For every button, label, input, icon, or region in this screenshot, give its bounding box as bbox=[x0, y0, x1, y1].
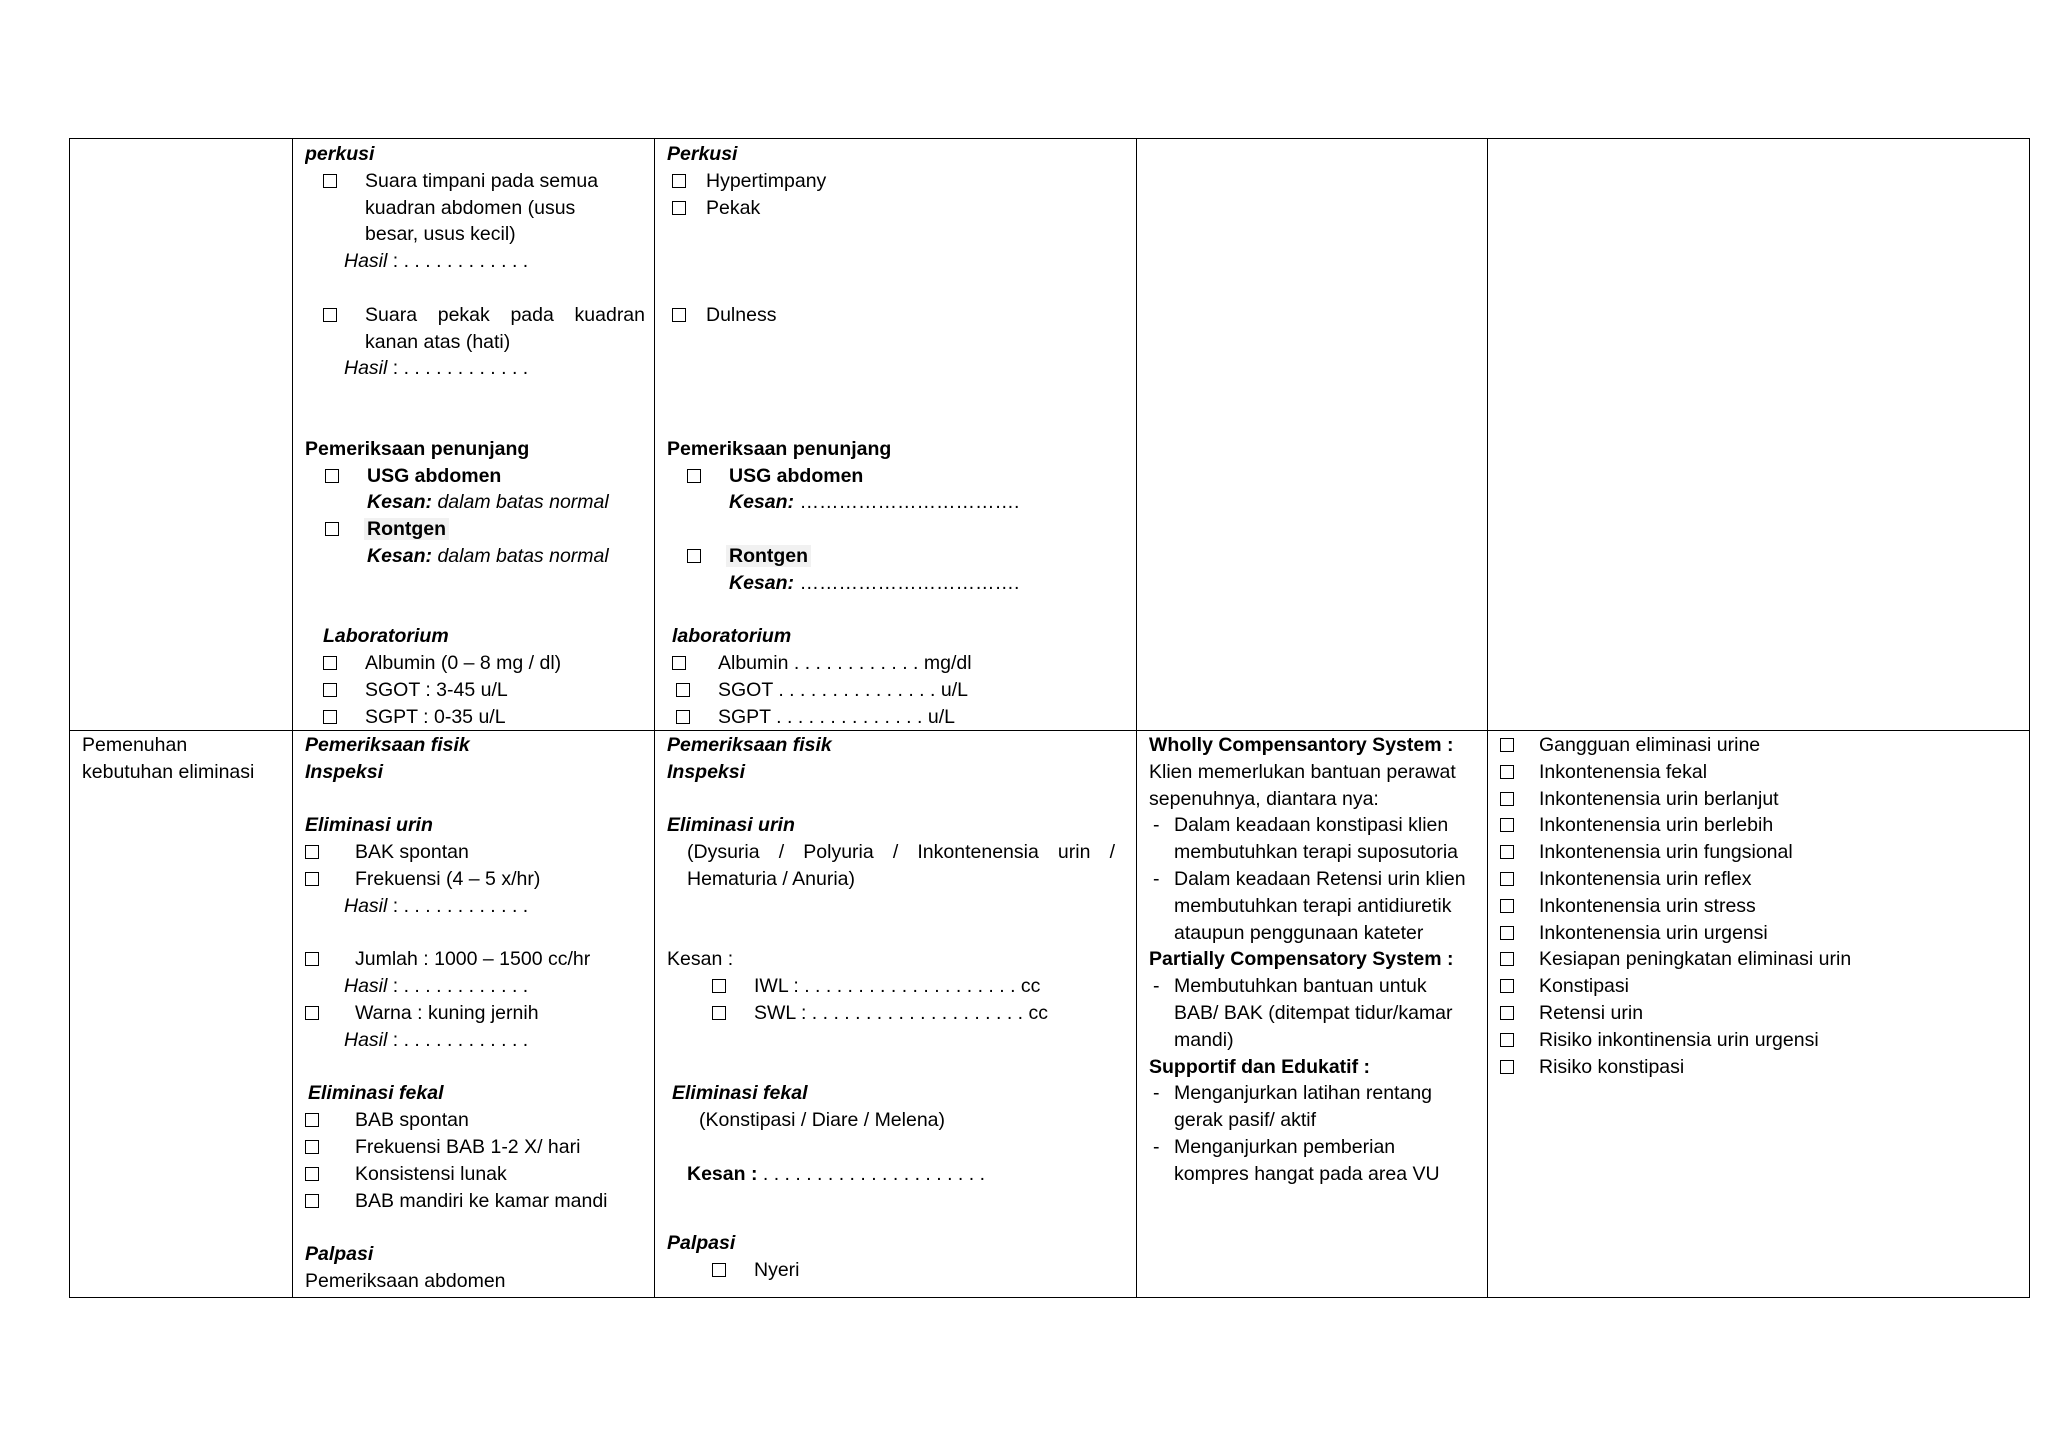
fekal-kesan bbox=[667, 1161, 1132, 1188]
usg-item bbox=[305, 463, 650, 490]
item-line: besar, usus kecil) bbox=[365, 223, 516, 246]
checkbox[interactable] bbox=[305, 952, 319, 966]
diagnosis-item bbox=[1500, 732, 2025, 759]
checkbox[interactable] bbox=[1500, 818, 1514, 832]
bullet-line: gerak pasif/ aktif bbox=[1174, 1109, 1316, 1132]
support-bullet bbox=[1149, 1134, 1483, 1188]
checkbox[interactable] bbox=[1500, 872, 1514, 886]
rontgen-label: Rontgen bbox=[726, 545, 811, 567]
rontgen-label: Rontgen bbox=[364, 518, 449, 540]
checkbox[interactable] bbox=[305, 1194, 319, 1208]
diagnosis-label: Risiko inkontinensia urin urgensi bbox=[1539, 1028, 1819, 1051]
urin-heading: Eliminasi urin bbox=[667, 814, 795, 837]
hasil-dots: : . . . . . . . . . . . . bbox=[387, 975, 529, 998]
wholly-bullet bbox=[1149, 812, 1483, 866]
kesan-label: Kesan: bbox=[729, 571, 795, 594]
rontgen-item bbox=[667, 543, 1132, 570]
lab-item-label: Albumin (0 – 8 mg / dl) bbox=[365, 652, 562, 675]
lab-item bbox=[305, 650, 650, 677]
fekal-options: (Konstipasi / Diare / Melena) bbox=[699, 1109, 946, 1132]
diagnosis-label: Inkontenensia urin urgensi bbox=[1539, 921, 1768, 944]
diagnosis-item bbox=[1500, 1054, 2025, 1081]
iwl-label: IWL : . . . . . . . . . . . . . . . . . . . . cc bbox=[754, 975, 1041, 998]
bullet-line: Dalam keadaan konstipasi klien bbox=[1174, 814, 1449, 837]
fekal-heading: Eliminasi fekal bbox=[308, 1082, 444, 1105]
diagnosis-label: Risiko konstipasi bbox=[1539, 1055, 1685, 1078]
checkbox[interactable] bbox=[672, 656, 686, 670]
urin-item bbox=[305, 946, 650, 973]
rontgen-kesan bbox=[667, 570, 1132, 597]
inspeksi-heading: Inspeksi bbox=[667, 760, 746, 783]
kesan-label: Kesan : bbox=[687, 1162, 758, 1185]
kesan-label: Kesan: bbox=[729, 491, 795, 514]
usg-label: USG abdomen bbox=[367, 464, 502, 487]
bullet-line: membutuhkan terapi antidiuretik bbox=[1174, 894, 1452, 917]
fekal-heading: Eliminasi fekal bbox=[672, 1082, 808, 1105]
wholly-text: Klien memerlukan bantuan perawat bbox=[1149, 760, 1456, 783]
diagnosis-item bbox=[1500, 1000, 2025, 1027]
checkbox[interactable] bbox=[305, 845, 319, 859]
diagnosis-item bbox=[1500, 786, 2025, 813]
hasil-line bbox=[305, 248, 650, 275]
diagnosis-item bbox=[1500, 866, 2025, 893]
hasil-line bbox=[305, 355, 650, 382]
item-line: kuadran abdomen (usus bbox=[365, 196, 576, 219]
lab-item-label: SGPT . . . . . . . . . . . . . . u/L bbox=[718, 705, 955, 728]
usg-item bbox=[667, 463, 1132, 490]
urin-item-label: Frekuensi (4 – 5 x/hr) bbox=[355, 867, 541, 890]
partial-bullet bbox=[1149, 973, 1483, 1053]
row2-col2-cell bbox=[305, 732, 650, 1297]
diagnosis-label: Inkontenensia urin reflex bbox=[1539, 867, 1752, 890]
urin-options-line: Hematuria / Anuria) bbox=[687, 867, 855, 890]
diagnosis-item bbox=[1500, 1027, 2025, 1054]
kesan-dots: ……………………………. bbox=[794, 571, 1020, 594]
row2-col4-cell bbox=[1149, 732, 1483, 1297]
support-heading: Supportif dan Edukatif : bbox=[1149, 1055, 1370, 1078]
diagnosis-label: Retensi urin bbox=[1539, 1001, 1644, 1024]
hasil-line bbox=[305, 973, 650, 1000]
kesan-label: Kesan : bbox=[667, 948, 734, 971]
checkbox[interactable] bbox=[672, 174, 686, 188]
hasil-dots: : . . . . . . . . . . . . bbox=[387, 250, 529, 273]
checkbox[interactable] bbox=[1500, 738, 1514, 752]
checkbox[interactable] bbox=[323, 656, 337, 670]
checkbox[interactable] bbox=[687, 469, 701, 483]
dash-marker: - bbox=[1153, 814, 1160, 837]
checkbox[interactable] bbox=[1500, 792, 1514, 806]
hasil-line bbox=[305, 1027, 650, 1054]
bullet-line: ataupun penggunaan kateter bbox=[1174, 921, 1424, 944]
inspeksi-heading: Inspeksi bbox=[305, 760, 384, 783]
bullet-line: Membutuhkan bantuan untuk bbox=[1174, 975, 1427, 998]
wholly-bullet bbox=[1149, 866, 1483, 946]
fekal-item bbox=[305, 1161, 650, 1188]
nyeri-label: Nyeri bbox=[754, 1259, 800, 1282]
diagnosis-item bbox=[1500, 759, 2025, 786]
swl-item bbox=[667, 1000, 1132, 1027]
diagnosis-item bbox=[1500, 973, 2025, 1000]
column-divider bbox=[292, 139, 293, 1297]
urin-heading: Eliminasi urin bbox=[305, 814, 433, 837]
hasil-label: Hasil bbox=[344, 975, 388, 998]
pf-heading: Pemeriksaan fisik bbox=[305, 734, 470, 756]
hasil-label: Hasil bbox=[344, 1028, 388, 1051]
category-label-line: Pemenuhan bbox=[82, 734, 188, 756]
fekal-item-label: BAB mandiri ke kamar mandi bbox=[355, 1189, 608, 1212]
urin-item bbox=[305, 1000, 650, 1027]
palpasi-text: Pemeriksaan abdomen bbox=[305, 1269, 506, 1292]
kesan-dots: ……………………………. bbox=[794, 491, 1020, 514]
rontgen-item bbox=[305, 516, 650, 543]
lab-item bbox=[305, 677, 650, 704]
checkbox[interactable] bbox=[1500, 845, 1514, 859]
checkbox[interactable] bbox=[1500, 1033, 1514, 1047]
diagnosis-item bbox=[1500, 920, 2025, 947]
row1-col3-cell bbox=[667, 141, 1132, 729]
column-divider bbox=[1136, 139, 1137, 1297]
urin-options-line: (Dysuria / Polyuria / Inkontenensia urin / bbox=[687, 841, 1115, 864]
fekal-item-label: BAB spontan bbox=[355, 1109, 469, 1132]
checkbox[interactable] bbox=[1500, 952, 1514, 966]
checkbox[interactable] bbox=[305, 1167, 319, 1181]
lab-item-label: SGOT : 3-45 u/L bbox=[365, 678, 508, 701]
bullet-line: Menganjurkan latihan rentang bbox=[1174, 1082, 1433, 1105]
perkusi-item-pekak bbox=[305, 302, 650, 356]
kesan-value: dalam batas normal bbox=[432, 491, 609, 514]
hasil-label: Hasil bbox=[344, 250, 388, 273]
perkusi-heading: Perkusi bbox=[667, 143, 738, 165]
diagnosis-item bbox=[1500, 839, 2025, 866]
checkbox[interactable] bbox=[323, 683, 337, 697]
diagnosis-item bbox=[1500, 812, 2025, 839]
nyeri-item bbox=[667, 1257, 1132, 1284]
perkusi-item-label: Dulness bbox=[706, 303, 777, 326]
diagnosis-item bbox=[1500, 946, 2025, 973]
hasil-label: Hasil bbox=[344, 894, 388, 917]
kesan-label: Kesan: bbox=[367, 544, 433, 567]
checkbox[interactable] bbox=[323, 308, 337, 322]
checkbox[interactable] bbox=[712, 979, 726, 993]
checkbox[interactable] bbox=[305, 1006, 319, 1020]
checkbox[interactable] bbox=[1500, 979, 1514, 993]
column-divider bbox=[654, 139, 655, 1297]
urin-item bbox=[305, 866, 650, 893]
pf-heading: Pemeriksaan fisik bbox=[667, 734, 832, 756]
urin-item bbox=[305, 839, 650, 866]
perkusi-item-label: Pekak bbox=[706, 196, 761, 219]
fekal-item bbox=[305, 1188, 650, 1215]
row2-col5-cell bbox=[1500, 732, 2025, 1297]
usg-label: USG abdomen bbox=[729, 464, 864, 487]
checkbox[interactable] bbox=[1500, 765, 1514, 779]
hasil-dots: : . . . . . . . . . . . . bbox=[387, 357, 529, 380]
fekal-item-label: Frekuensi BAB 1-2 X/ hari bbox=[355, 1135, 581, 1158]
bullet-line: BAB/ BAK (ditempat tidur/kamar bbox=[1174, 1001, 1453, 1024]
swl-label: SWL : . . . . . . . . . . . . . . . . . . . . cc bbox=[754, 1001, 1048, 1024]
kesan-label: Kesan: bbox=[367, 491, 433, 514]
fekal-item bbox=[305, 1134, 650, 1161]
row2-col1-cell bbox=[82, 732, 288, 786]
diagnosis-label: Kesiapan peningkatan eliminasi urin bbox=[1539, 948, 1852, 971]
diagnosis-label: Gangguan eliminasi urine bbox=[1539, 734, 1761, 756]
item-line: Suara timpani pada semua bbox=[365, 169, 599, 192]
checkbox[interactable] bbox=[305, 1140, 319, 1154]
diagnosis-label: Inkontenensia urin stress bbox=[1539, 894, 1756, 917]
item-line: Suara pekak pada kuadran bbox=[365, 303, 645, 326]
urin-item-label: Jumlah : 1000 – 1500 cc/hr bbox=[355, 948, 591, 971]
perkusi-heading: perkusi bbox=[305, 143, 375, 165]
checkbox[interactable] bbox=[712, 1006, 726, 1020]
perkusi-item-timpani bbox=[305, 168, 650, 248]
checkbox[interactable] bbox=[325, 469, 339, 483]
fekal-item-label: Konsistensi lunak bbox=[355, 1162, 507, 1185]
support-bullet bbox=[1149, 1080, 1483, 1134]
lab-item bbox=[667, 704, 1132, 729]
row1-col2-cell bbox=[305, 141, 650, 729]
wholly-text: sepenuhnya, diantara nya: bbox=[1149, 787, 1379, 810]
penunjang-heading: Pemeriksaan penunjang bbox=[305, 437, 530, 460]
urin-item-label: BAK spontan bbox=[355, 841, 469, 864]
lab-item bbox=[667, 650, 1132, 677]
hasil-dots: : . . . . . . . . . . . . bbox=[387, 1028, 529, 1051]
perkusi-item bbox=[667, 302, 1132, 329]
item-line: kanan atas (hati) bbox=[365, 330, 511, 353]
checkbox[interactable] bbox=[325, 522, 339, 536]
hasil-label: Hasil bbox=[344, 357, 388, 380]
dash-marker: - bbox=[1153, 1135, 1160, 1158]
diagnosis-label: Inkontenensia fekal bbox=[1539, 760, 1708, 783]
lab-item-label: SGOT . . . . . . . . . . . . . . . u/L bbox=[718, 678, 968, 701]
usg-kesan bbox=[305, 489, 650, 516]
bullet-line: mandi) bbox=[1174, 1028, 1234, 1051]
hasil-dots: : . . . . . . . . . . . . bbox=[387, 894, 529, 917]
hasil-line bbox=[305, 893, 650, 920]
checkbox[interactable] bbox=[672, 201, 686, 215]
perkusi-item bbox=[667, 168, 1132, 195]
penunjang-heading: Pemeriksaan penunjang bbox=[667, 437, 892, 460]
checkbox[interactable] bbox=[1500, 1006, 1514, 1020]
palpasi-heading: Palpasi bbox=[667, 1232, 736, 1255]
assessment-table bbox=[69, 138, 2030, 1298]
lab-item-label: SGPT : 0-35 u/L bbox=[365, 705, 506, 728]
lab-item bbox=[667, 677, 1132, 704]
kesan-dots: . . . . . . . . . . . . . . . . . . . . . bbox=[757, 1162, 985, 1185]
category-label-line: kebutuhan eliminasi bbox=[82, 760, 255, 783]
diagnosis-item bbox=[1500, 893, 2025, 920]
urin-item-label: Warna : kuning jernih bbox=[355, 1001, 539, 1024]
diagnosis-label: Inkontenensia urin berlanjut bbox=[1539, 787, 1779, 810]
diagnosis-label: Inkontenensia urin berlebih bbox=[1539, 814, 1774, 837]
checkbox[interactable] bbox=[305, 872, 319, 886]
column-divider bbox=[1487, 139, 1488, 1297]
dash-marker: - bbox=[1153, 867, 1160, 890]
checkbox[interactable] bbox=[323, 174, 337, 188]
checkbox[interactable] bbox=[676, 710, 690, 724]
bullet-line: membutuhkan terapi suposutoria bbox=[1174, 841, 1458, 864]
checkbox[interactable] bbox=[305, 1113, 319, 1127]
palpasi-heading: Palpasi bbox=[305, 1243, 374, 1266]
usg-kesan bbox=[667, 489, 1132, 516]
partial-heading: Partially Compensatory System : bbox=[1149, 948, 1454, 971]
checkbox[interactable] bbox=[676, 683, 690, 697]
perkusi-item bbox=[667, 195, 1132, 222]
bullet-line: kompres hangat pada area VU bbox=[1174, 1162, 1440, 1185]
lab-heading: Laboratorium bbox=[323, 625, 449, 648]
iwl-item bbox=[667, 973, 1132, 1000]
kesan-value: dalam batas normal bbox=[432, 544, 609, 567]
dash-marker: - bbox=[1153, 1082, 1160, 1105]
dash-marker: - bbox=[1153, 975, 1160, 998]
checkbox[interactable] bbox=[1500, 899, 1514, 913]
row2-col3-cell bbox=[667, 732, 1132, 1297]
wholly-heading: Wholly Compensantory System : bbox=[1149, 734, 1454, 756]
lab-item-label: Albumin . . . . . . . . . . . . mg/dl bbox=[718, 652, 972, 675]
lab-item bbox=[305, 704, 650, 729]
checkbox[interactable] bbox=[687, 549, 701, 563]
checkbox[interactable] bbox=[672, 308, 686, 322]
checkbox[interactable] bbox=[712, 1263, 726, 1277]
diagnosis-label: Konstipasi bbox=[1539, 975, 1629, 998]
lab-heading: laboratorium bbox=[672, 625, 792, 648]
rontgen-kesan bbox=[305, 543, 650, 570]
checkbox[interactable] bbox=[1500, 926, 1514, 940]
bullet-line: Dalam keadaan Retensi urin klien bbox=[1174, 867, 1466, 890]
row-divider bbox=[70, 730, 2029, 731]
fekal-item bbox=[305, 1107, 650, 1134]
bullet-line: Menganjurkan pemberian bbox=[1174, 1135, 1396, 1158]
checkbox[interactable] bbox=[1500, 1060, 1514, 1074]
checkbox[interactable] bbox=[323, 710, 337, 724]
perkusi-item-label: Hypertimpany bbox=[706, 169, 827, 192]
diagnosis-label: Inkontenensia urin fungsional bbox=[1539, 841, 1793, 864]
